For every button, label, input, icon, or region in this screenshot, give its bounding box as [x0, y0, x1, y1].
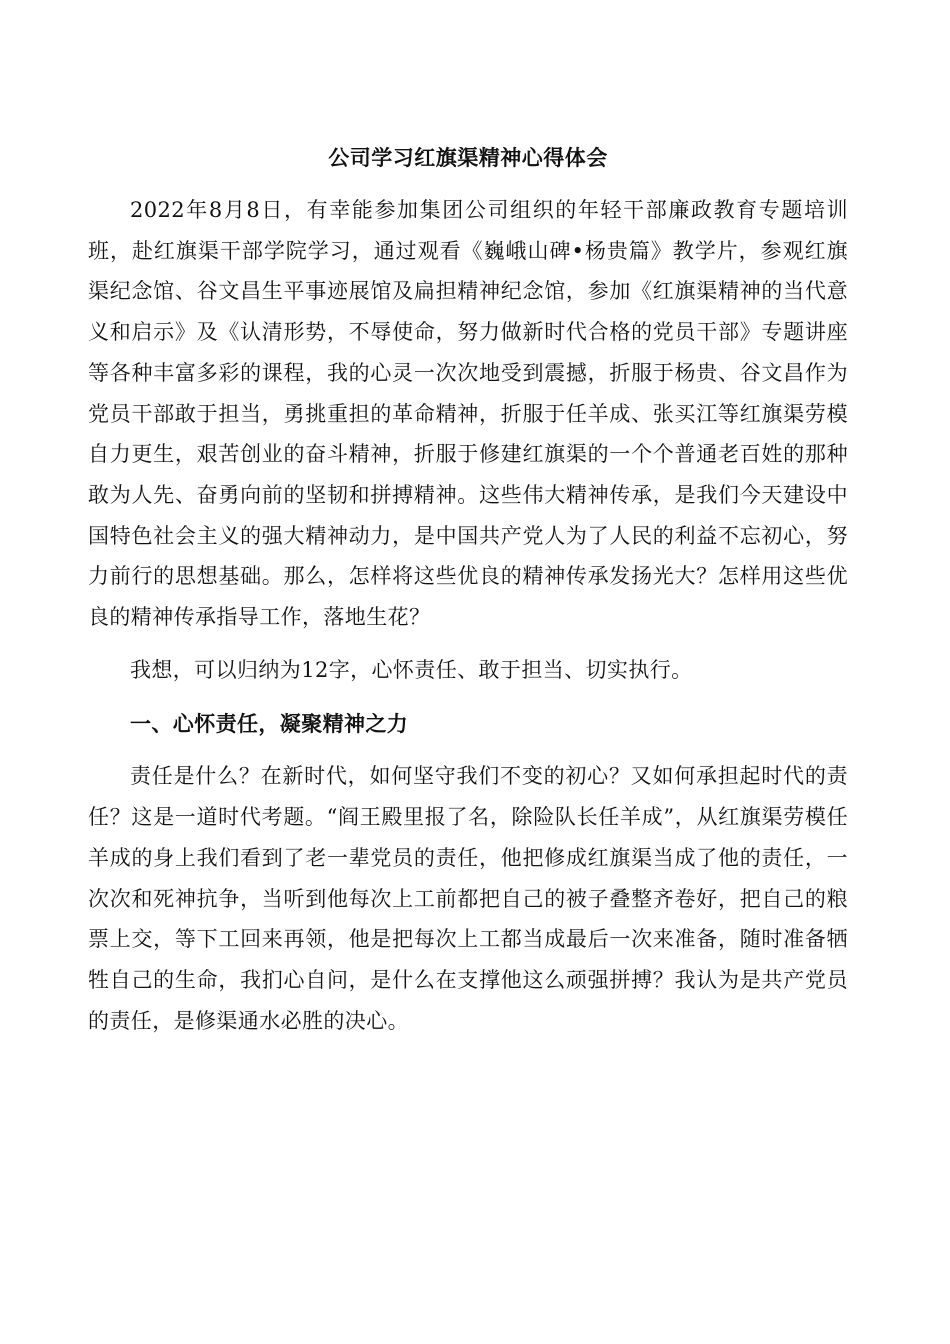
document-title: 公司学习红旗渠精神心得体会 [328, 145, 608, 170]
intro-paragraph: 2022年8月8日，有幸能参加集团公司组织的年轻干部廉政教育专题培训班，赴红旗渠干部学院学习，通过观看《巍峨山碑•杨贵篇》教学片，参观红旗渠纪念馆、谷文昌生平事迹展馆及扁担精神纪念馆，参加《红旗渠精神的当代意义和启示》及《认清形势，不辱使命，努力做新时代合格的党员干部》专题讲座等各种丰富多彩的课程，我的心灵一次次地受到震撼，折服于杨贵、谷文昌作为党员干部敢于担当，勇挑重担的革命精神，折服于任羊成、张买江等红旗渠劳模自力更生，艰苦创业的奋斗精神，折服于修建红旗渠的一个个普通老百姓的那种敢为人先、奋勇向前的坚韧和拼搏精神。这些伟大精神传承，是我们今天建设中国特色社会主义的强大精神动力，是中国共产党人为了人民的利益不忘初心，努力前行的思想基础。那么，怎样将这些优良的精神传承发扬光大？怎样用这些优良的精神传承指导工作，落地生花？ [88, 198, 848, 630]
summary-paragraph: 我想，可以归纳为12字，心怀责任、敢于担当、切实执行。 [130, 657, 693, 682]
document-page [88, 138, 848, 1041]
section-paragraph: 责任是什么？在新时代，如何坚守我们不变的初心？又如何承担起时代的责任？这是一道时代考题。“阎王殿里报了名，除险队长任羊成”，从红旗渠劳模任羊成的身上我们看到了老一辈党员的责任，他把修成红旗渠当成了他的责任，一次次和死神抗争，当听到他每次上工前都把自己的被子叠整齐卷好，把自己的粮票上交，等下工回来再领，他是把每次上工都当成最后一次来准备，随时准备牺牲自己的生命，我扪心自问，是什么在支撑他这么顽强拼搏？我认为是共产党员的责任，是修渠通水必胜的决心。 [88, 764, 848, 1033]
section-heading: 一、心怀责任，凝聚精神之力 [130, 711, 409, 737]
